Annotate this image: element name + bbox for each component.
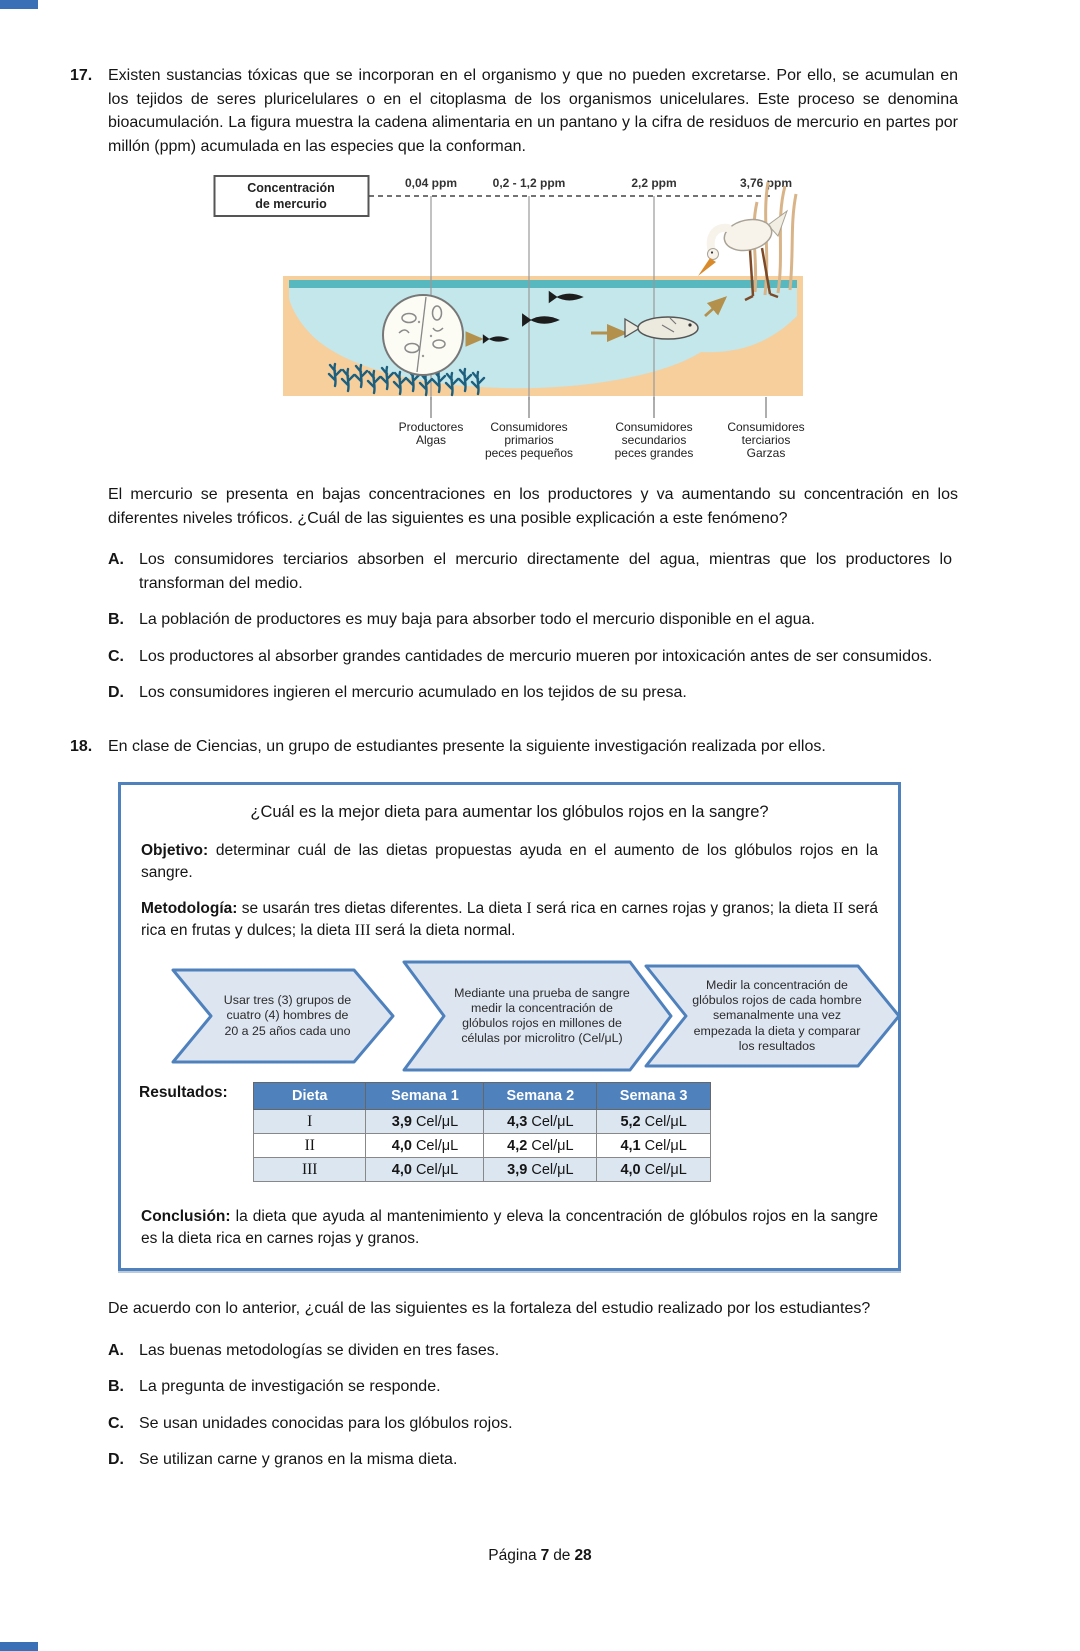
algae-magnified-circle [383, 295, 463, 375]
level-4-line-1: Consumidores [727, 420, 805, 434]
option-letter: C. [108, 647, 124, 665]
question-17-options [108, 548, 952, 705]
results-section [141, 1082, 878, 1190]
trophic-level-labels [399, 420, 805, 460]
question-18 [70, 735, 958, 759]
option-18-d [108, 1448, 952, 1472]
question-18-prompt: De acuerdo con lo anterior, ¿cuál de las siguientes es la fortaleza del estudio realizado por los estudiantes? [108, 1300, 871, 1317]
level-3-line-1: Consumidores [615, 420, 693, 434]
value-cell [366, 1134, 484, 1158]
value-unit: Cel/μL [415, 1137, 459, 1154]
value-number: 4,3 [507, 1113, 528, 1130]
methodology-part: será rica en frutas y dulces; la dieta [141, 900, 878, 939]
col-header-semana3: Semana 3 [597, 1083, 711, 1110]
value-cell [484, 1110, 597, 1134]
methodology-paragraph [141, 898, 878, 942]
table-row [254, 1158, 711, 1182]
col-header-dieta: Dieta [254, 1083, 366, 1110]
option-17-d [108, 681, 952, 705]
question-18-text: En clase de Ciencias, un grupo de estudiantes presente la siguiente investigación realizada por ellos. [108, 737, 826, 755]
value-number: 5,2 [620, 1113, 641, 1130]
scan-corner-mark-top [0, 0, 38, 9]
option-letter: C. [108, 1414, 124, 1432]
table-row [254, 1134, 711, 1158]
option-text: Se utilizan carne y granos en la misma dieta. [139, 1451, 458, 1468]
value-unit: Cel/μL [531, 1113, 574, 1130]
diet-numeral: I [526, 900, 532, 917]
table-header-row [254, 1083, 711, 1110]
footer-page-number: 7 [540, 1547, 550, 1564]
question-18-number: 18. [70, 737, 93, 755]
objective-paragraph [141, 840, 878, 884]
mercury-foodchain-figure [213, 170, 815, 469]
option-letter: A. [108, 551, 124, 568]
option-text: Se usan unidades conocidas para los glóbulos rojos. [139, 1414, 513, 1432]
level-1-line-1: Productores [398, 420, 464, 434]
level-2-line-3: peces pequeños [484, 446, 574, 460]
scan-corner-mark-bottom [0, 1642, 38, 1651]
methodology-part: será la dieta normal. [370, 922, 516, 939]
value-cell [484, 1134, 597, 1158]
step-chevron-3 [644, 964, 902, 1068]
option-letter: B. [108, 611, 124, 628]
methodology-part: será rica en carnes rojas y granos; la dieta [531, 900, 833, 917]
ppm-label-1: 0,04 ppm [404, 176, 458, 190]
value-number: 4,0 [391, 1161, 412, 1178]
methodology-label: Metodología: [141, 900, 238, 917]
conclusion-label: Conclusión: [141, 1208, 231, 1225]
legend-line-2: de mercurio [255, 197, 327, 211]
question-17-number: 17. [70, 67, 93, 84]
value-unit: Cel/μL [531, 1137, 574, 1154]
option-17-b [108, 608, 952, 632]
option-text: La población de productores es muy baja para absorber todo el mercurio disponible en el agua. [139, 611, 815, 628]
value-number: 3,9 [507, 1161, 528, 1178]
investigation-title: ¿Cuál es la mejor dieta para aumentar los glóbulos rojos en la sangre? [250, 803, 769, 821]
col-header-semana2: Semana 2 [484, 1083, 597, 1110]
step-chevron-2 [402, 960, 674, 1072]
option-text: Los consumidores terciarios absorben el mercurio directamente del agua, mientras que los productores lo transforman del medio. [139, 551, 952, 592]
diet-cell: II [254, 1134, 366, 1158]
value-unit: Cel/μL [415, 1113, 459, 1130]
step-3-text: Medir la concentración de glóbulos rojos de cada hombre semanalmente una vez empezada la dieta y comparar los resultados [692, 977, 862, 1053]
diet-numeral: II [832, 900, 844, 917]
value-unit: Cel/μL [415, 1161, 459, 1178]
foodchain-diagram [213, 170, 815, 464]
value-cell [366, 1158, 484, 1182]
level-3-line-3: peces grandes [614, 446, 694, 460]
value-unit: Cel/μL [644, 1113, 687, 1130]
footer-pre: Página [488, 1547, 537, 1564]
option-17-a [108, 548, 952, 595]
value-number: 4,0 [391, 1137, 412, 1154]
objective-label: Objetivo: [141, 842, 209, 859]
footer-mid: de [553, 1547, 571, 1564]
level-4-line-3: Garzas [746, 446, 786, 460]
diet-cell: I [254, 1110, 366, 1134]
question-17-followup: El mercurio se presenta en bajas concentraciones en los productores y va aumentando su concentración en los diferentes niveles tróficos. ¿Cuál de las siguientes es una posible explicación a este fenómeno? [108, 486, 958, 527]
conclusion-paragraph [141, 1206, 878, 1250]
value-cell [597, 1134, 711, 1158]
results-table [253, 1082, 711, 1182]
value-cell [597, 1158, 711, 1182]
diet-cell: III [254, 1158, 366, 1182]
methodology-part: se usarán tres dietas diferentes. La dieta [241, 900, 527, 917]
value-number: 4,1 [620, 1137, 641, 1154]
method-steps [171, 960, 878, 1072]
level-4-line-2: terciarios [741, 433, 791, 447]
level-1-line-2: Algas [415, 433, 447, 447]
conclusion-text: la dieta que ayuda al mantenimiento y eleva la concentración de glóbulos rojos en la sangre es la dieta rica en carnes rojas y granos. [141, 1208, 878, 1247]
col-header-semana1: Semana 1 [366, 1083, 484, 1110]
ppm-label-3: 2,2 ppm [631, 176, 677, 190]
step-1-text: Usar tres (3) grupos de cuatro (4) hombres de 20 a 25 años cada uno [223, 993, 352, 1038]
objective-text: determinar cuál de las dietas propuestas ayuda en el aumento de los glóbulos rojos en la sangre. [141, 842, 878, 881]
value-cell [484, 1158, 597, 1182]
option-text: Los productores al absorber grandes cantidades de mercurio mueren por intoxicación antes de ser consumidos. [139, 647, 933, 665]
investigation-box [118, 782, 901, 1271]
ppm-label-2: 0,2 - 1,2 ppm [492, 176, 566, 190]
option-letter: D. [108, 1451, 124, 1468]
table-row [254, 1110, 711, 1134]
question-18-options [108, 1339, 952, 1472]
value-unit: Cel/μL [644, 1161, 687, 1178]
value-unit: Cel/μL [644, 1137, 687, 1154]
value-number: 3,9 [391, 1113, 412, 1130]
option-18-c [108, 1412, 952, 1436]
label-connector-lines [431, 397, 766, 418]
legend-line-1: Concentración [247, 181, 335, 195]
option-17-c [108, 645, 952, 669]
ppm-label-4: 3,76 ppm [739, 176, 793, 190]
value-unit: Cel/μL [531, 1161, 574, 1178]
footer-total-pages: 28 [574, 1547, 592, 1564]
option-letter: D. [108, 684, 124, 701]
value-number: 4,0 [620, 1161, 641, 1178]
results-label: Resultados: [139, 1084, 228, 1101]
value-number: 4,2 [507, 1137, 528, 1154]
water-surface-band [289, 280, 797, 288]
step-chevron-1 [171, 968, 396, 1064]
level-3-line-2: secundarios [621, 433, 687, 447]
option-18-b [108, 1375, 952, 1399]
step-2-text: Mediante una prueba de sangre medir la concentración de glóbulos rojos en millones de células por microlitro (Cel/μL) [454, 985, 630, 1046]
question-17-text: Existen sustancias tóxicas que se incorporan en el organismo y que no pueden excretarse. Por ello, se acumulan en los tejidos de seres pluricelulares o en el citoplasma de los organismos unicelulares. Este proceso se denomina bioacumulación. La figura muestra la cadena alimentaria en un pantano y la cifra de residuos de mercurio en partes por millón (ppm) acumulada en las especies que la conforman. [108, 67, 958, 155]
level-2-line-2: primarios [504, 433, 554, 447]
option-text: Los consumidores ingieren el mercurio acumulado en los tejidos de su presa. [139, 684, 687, 701]
option-text: Las buenas metodologías se dividen en tres fases. [139, 1341, 500, 1359]
question-17 [70, 0, 958, 158]
option-letter: B. [108, 1378, 124, 1395]
option-text: La pregunta de investigación se responde. [139, 1378, 441, 1395]
option-letter: A. [108, 1341, 124, 1359]
option-18-a [108, 1339, 952, 1363]
diet-numeral: III [354, 922, 371, 939]
level-2-line-1: Consumidores [490, 420, 568, 434]
page-footer [0, 1547, 1080, 1565]
value-cell [366, 1110, 484, 1134]
value-cell [597, 1110, 711, 1134]
